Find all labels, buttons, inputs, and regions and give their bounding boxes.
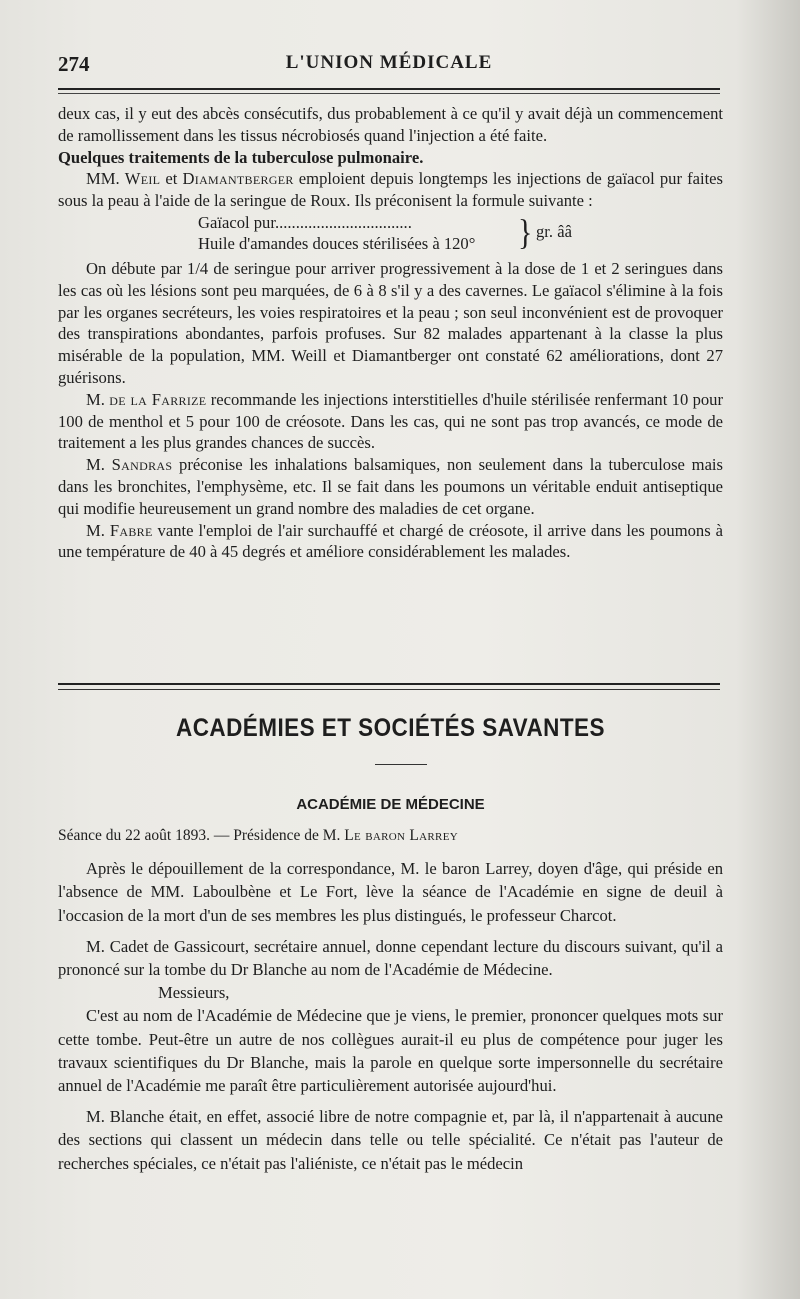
academies-title: ACADÉMIES ET SOCIÉTÉS SAVANTES [176,714,605,742]
paragraph-depouillement: Après le dépouillement de la correspondance, M. le baron Larrey, doyen d'âge, qui préside en l'absence de MM. Laboulbène et Le Fort, lève la séance de l'Académie en signe de deuil à l'occasion de la mort d'un de ses membres les plus distingués, le professeur Charcot. [58,859,723,925]
header-rule [58,88,720,90]
section-divider-thin [58,689,720,690]
paragraph-weil: MM. Weil et Diamantberger emploient depuis longtemps les injections de gaïacol pur faites sous la peau à l'aide de la seringue de Roux. Ils préconisent la formule suivante : [58,169,724,211]
formula-line-2: Huile d'amandes douces stérilisées à 120° [198,233,476,253]
article-body [58,103,723,563]
formula-dose: gr. ââ [536,221,572,241]
paragraph-dosage: On débute par 1/4 de seringue pour arriver progressivement à la dose de 1 et 2 seringues dans les cas où les lésions sont peu marquées, de 6 à 8 s'il y a des cavernes. Le gaïacol s'élimine à la fois par les organes secréteurs, les voies respiratoires et la peau ; son seul inconvénient est de provoquer des transpirations abondantes, parfois profuses. Sur 82 malades appartenant à la classe la plus misérable de la population, MM. Weill et Diamantberger ont constaté 62 améliorations, dont 27 guérisons. [58,258,723,387]
author-name: Weil [124,169,161,189]
seance-line: Séance du 22 août 1893. — Présidence de M. Le baron Larrey [58,827,458,844]
page-header [58,50,720,90]
paragraph-farrize: M. de la Farrize recommande les injections interstitielles d'huile stérilisée renfermant 10 pour 100 de menthol et 5 pour 100 de créosote. Dans les cas, qui ne sont pas trop avancés, ce mode de traitement a les plus grandes chances de succès. [58,389,723,453]
title-underline [375,764,427,765]
author-name: Fabre [109,520,153,540]
author-name: Sandras [111,455,173,475]
paragraph-cadet: M. Cadet de Gassicourt, secrétaire annuel, donne cependant lecture du discours suivant, qu'il a prononcé sur la tombe du Dr Blanche au nom de l'Académie de Médecine. [58,936,723,980]
paragraph-fabre: M. Fabre vante l'emploi de l'air surchauffé et chargé de créosote, il arrive dans les poumons à une température de 40 à 45 degrés et améliore considérablement les malades. [58,520,723,562]
section-title: Quelques traitements de la tuberculose pulmonaire. [58,147,424,167]
academy-body [58,824,723,1175]
brace-icon: } [518,212,533,253]
academy-subtitle: ACADÉMIE DE MÉDECINE [296,796,485,813]
paragraph-discours-1: C'est au nom de l'Académie de Médecine que je viens, le premier, prononcer quelques mots sur cette tombe. Peut-être un autre de nos collègues aurait-il eu plus de compétence pour juger les travaux scientifiques du Dr Blanche, mais la parole en quelque sorte impersonnelle du secrétaire annuel de l'Académie me paraît être particulièrement autorisée aujourd'hui. [58,1006,723,1096]
section-divider [58,683,720,685]
salutation: Messieurs, [158,983,230,1003]
author-name: Diamantberger [182,169,294,189]
page-number: 274 [58,52,90,76]
formula-line-1: Gaïacol pur................................. [198,212,412,232]
running-title: L'UNION MÉDICALE [285,52,493,73]
president-name: Le baron Larrey [344,827,458,844]
header-rule-thin [58,93,720,94]
paragraph-sandras: M. Sandras préconise les inhalations balsamiques, non seulement dans la tuberculose mais dans les bronchites, l'emphysème, etc. Il se fait dans les poumons un véritable enduit antiseptique qui modifie heureusement un grand nombre des maladies de cet organe. [58,455,723,518]
paragraph-discours-2: M. Blanche était, en effet, associé libre de notre compagnie et, par là, il n'appartenait à aucune des sections qui classent un médecin dans telle ou telle spécialité. Ce n'était pas l'auteur de recherches spéciales, ce n'était pas l'aliéniste, ce n'était pas le médecin [58,1107,723,1173]
author-name: de la Farrize [109,389,207,409]
formula [198,212,723,258]
continuation-paragraph: deux cas, il y eut des abcès consécutifs, dus probablement à ce qu'il y avait déjà un commencement de ramollissement dans les tissus nécrobiosés quand l'injection a été faite. [58,104,723,145]
